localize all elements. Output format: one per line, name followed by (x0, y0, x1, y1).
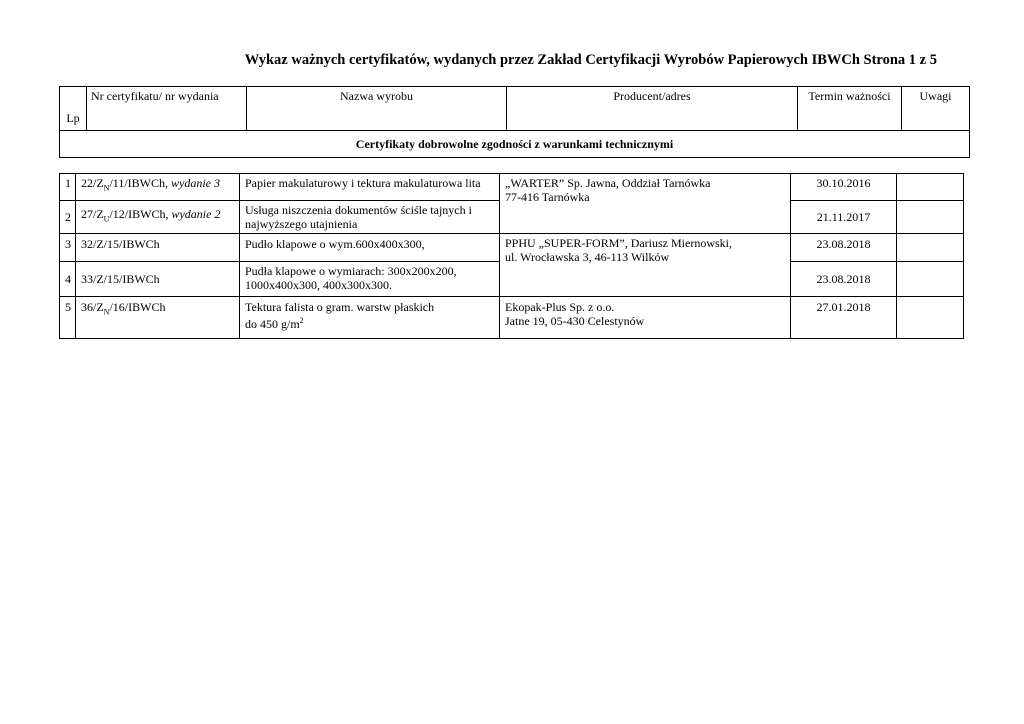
row-notes (897, 234, 964, 262)
row-validity: 23.08.2018 (791, 262, 897, 297)
row-lp: 4 (60, 262, 76, 297)
row-notes (897, 174, 964, 201)
row-validity: 21.11.2017 (791, 201, 897, 234)
header-product-name: Nazwa wyrobu (247, 87, 507, 131)
header-notes: Uwagi (902, 87, 970, 131)
row-cert-number: 32/Z/15/IBWCh (76, 234, 240, 262)
table-row (60, 297, 964, 339)
row-lp: 3 (60, 234, 76, 262)
row-cert-number: $27/Z_U/12$/IBWCh, wydanie 2 (76, 201, 240, 234)
header-producer: Producent/adres (507, 87, 798, 131)
row-lp: 1 (60, 174, 76, 201)
row-product-name: Pudła klapowe o wymiarach: 300x200x200, 1000x400x300, 400x300x300. (240, 262, 500, 297)
table-row (60, 234, 964, 262)
row-notes (897, 201, 964, 234)
row-product-name: Usługa niszczenia dokumentów ściśle tajnych i najwyższego utajnienia (240, 201, 500, 234)
header-lp: Lp (60, 87, 87, 131)
certificates-table (59, 173, 964, 339)
row-producer: PPHU „SUPER-FORM”, Dariusz Miernowski, ul. Wrocławska 3, 46-113 Wilków (500, 234, 791, 297)
row-notes (897, 262, 964, 297)
row-notes (897, 297, 964, 339)
document-title: Wykaz ważnych certyfikatów, wydanych przez Zakład Certyfikacji Wyrobów Papierowych IBWCh Strona 1 z 5 (244, 52, 937, 68)
row-product-name: Pudło klapowe o wym.600x400x300, (240, 234, 500, 262)
section-title: Certyfikaty dobrowolne zgodności z warunkami technicznymi (60, 131, 970, 158)
row-product-name: Tektura falista o gram. warstw płaskich do 450 $g/m^2$ (240, 297, 500, 339)
row-validity: 30.10.2016 (791, 174, 897, 201)
row-lp: 2 (60, 201, 76, 234)
row-producer: „WARTER” Sp. Jawna, Oddział Tarnówka 77-416 Tarnówka (500, 174, 791, 234)
header-cert-number: Nr certyfikatu/ nr wydania (87, 87, 247, 131)
row-cert-number: $36/Z_N/16$/IBWCh (76, 297, 240, 339)
row-cert-number: 33/Z/15/IBWCh (76, 262, 240, 297)
header-validity: Termin ważności (798, 87, 902, 131)
table-row (60, 174, 964, 201)
row-producer: Ekopak-Plus Sp. z o.o. Jatne 19, 05-430 Celestynów (500, 297, 791, 339)
row-cert-number: $22/Z_N/11$/IBWCh, wydanie 3 (76, 174, 240, 201)
row-validity: 23.08.2018 (791, 234, 897, 262)
row-product-name: Papier makulaturowy i tektura makulaturowa lita (240, 174, 500, 201)
row-lp: 5 (60, 297, 76, 339)
header-table (59, 86, 970, 158)
row-validity: 27.01.2018 (791, 297, 897, 339)
